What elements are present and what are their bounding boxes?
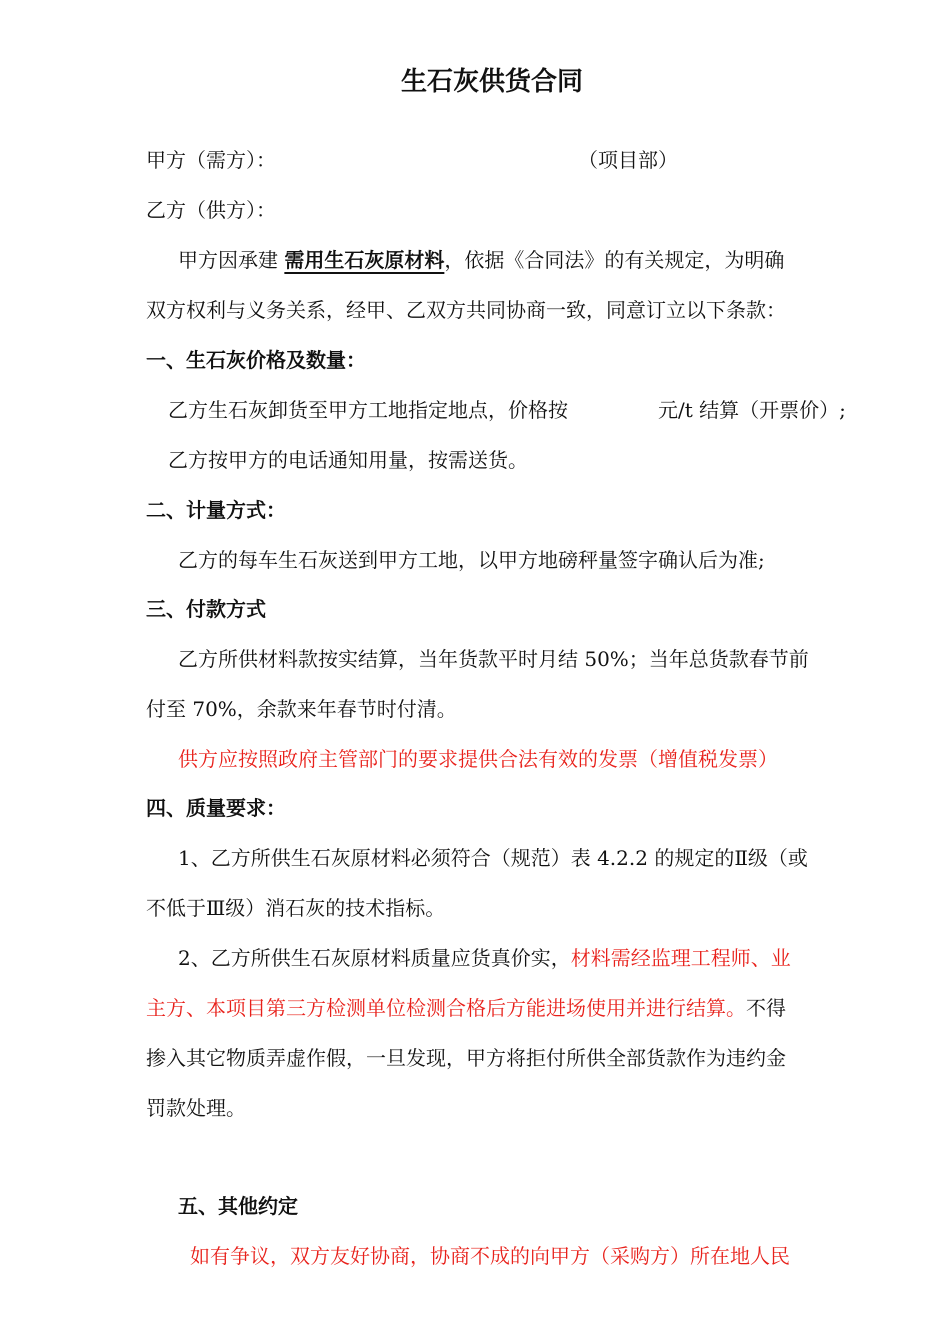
intro-prefix: 甲方因承建 [178, 248, 278, 272]
invoice-note: 供方应按照政府主管部门的要求提供合法有效的发票（增值税发票） [178, 747, 778, 771]
section-5-line-1: 如有争议，双方友好协商，协商不成的向甲方（采购方）所在地人民 [190, 1244, 790, 1268]
intro-underlined-material: 需用生石灰原材料 [284, 248, 445, 272]
party-b-label: 乙方（供方）： [146, 198, 276, 222]
section-4-item-2-line-3: 掺入其它物质弄虚作假，一旦发现，甲方将拒付所供全部货款作为违约金 [146, 1046, 786, 1070]
item-2-line-2-red: 主方、本项目第三方检测单位检测合格后方能进场使用并进行结算。 [146, 996, 746, 1020]
intro-rest: ，依据《合同法》的有关规定，为明确 [444, 248, 785, 272]
section-1-heading: 一、生石灰价格及数量： [146, 348, 366, 372]
item-2-line-2-black: 不得 [746, 996, 786, 1020]
section-1-line-1a: 乙方生石灰卸货至甲方工地指定地点，价格按 [168, 398, 568, 422]
section-1-line-1b: 元/t 结算（开票价）; [658, 398, 846, 422]
section-5-heading: 五、其他约定 [178, 1194, 298, 1218]
section-4-item-1-line-1: 1、乙方所供生石灰原材料必须符合（规范）表 4.2.2 的规定的Ⅱ级（或 [178, 846, 808, 870]
intro-line-2: 双方权利与义务关系，经甲、乙双方共同协商一致，同意订立以下条款： [146, 298, 786, 322]
intro-line-1 [178, 247, 784, 273]
section-3-heading: 三、付款方式 [146, 597, 266, 621]
section-3-line-2: 付至 70%，余款来年春节时付清。 [146, 697, 457, 721]
section-2-heading: 二、计量方式： [146, 498, 286, 522]
section-4-heading: 四、质量要求： [146, 796, 286, 820]
section-2-line-1: 乙方的每车生石灰送到甲方工地，以甲方地磅秤量签字确认后为准; [178, 548, 765, 572]
section-1-line-2: 乙方按甲方的电话通知用量，按需送货。 [168, 448, 528, 472]
section-4-item-2-line-1 [178, 945, 791, 971]
section-4-item-1-line-2: 不低于Ⅲ级）消石灰的技术指标。 [146, 896, 446, 920]
party-a-suffix: （项目部） [578, 148, 678, 172]
section-4-item-2-line-4: 罚款处理。 [146, 1096, 246, 1120]
section-3-line-1: 乙方所供材料款按实结算，当年货款平时月结 50%；当年总货款春节前 [178, 647, 809, 671]
section-4-item-2-line-2 [146, 995, 786, 1021]
item-2-line-1-red: 材料需经监理工程师、业 [570, 946, 791, 970]
document-title: 生石灰供货合同 [401, 67, 584, 97]
party-a-label: 甲方（需方）： [146, 148, 276, 172]
item-2-line-1-black: 2、乙方所供生石灰原材料质量应货真价实， [178, 946, 571, 970]
